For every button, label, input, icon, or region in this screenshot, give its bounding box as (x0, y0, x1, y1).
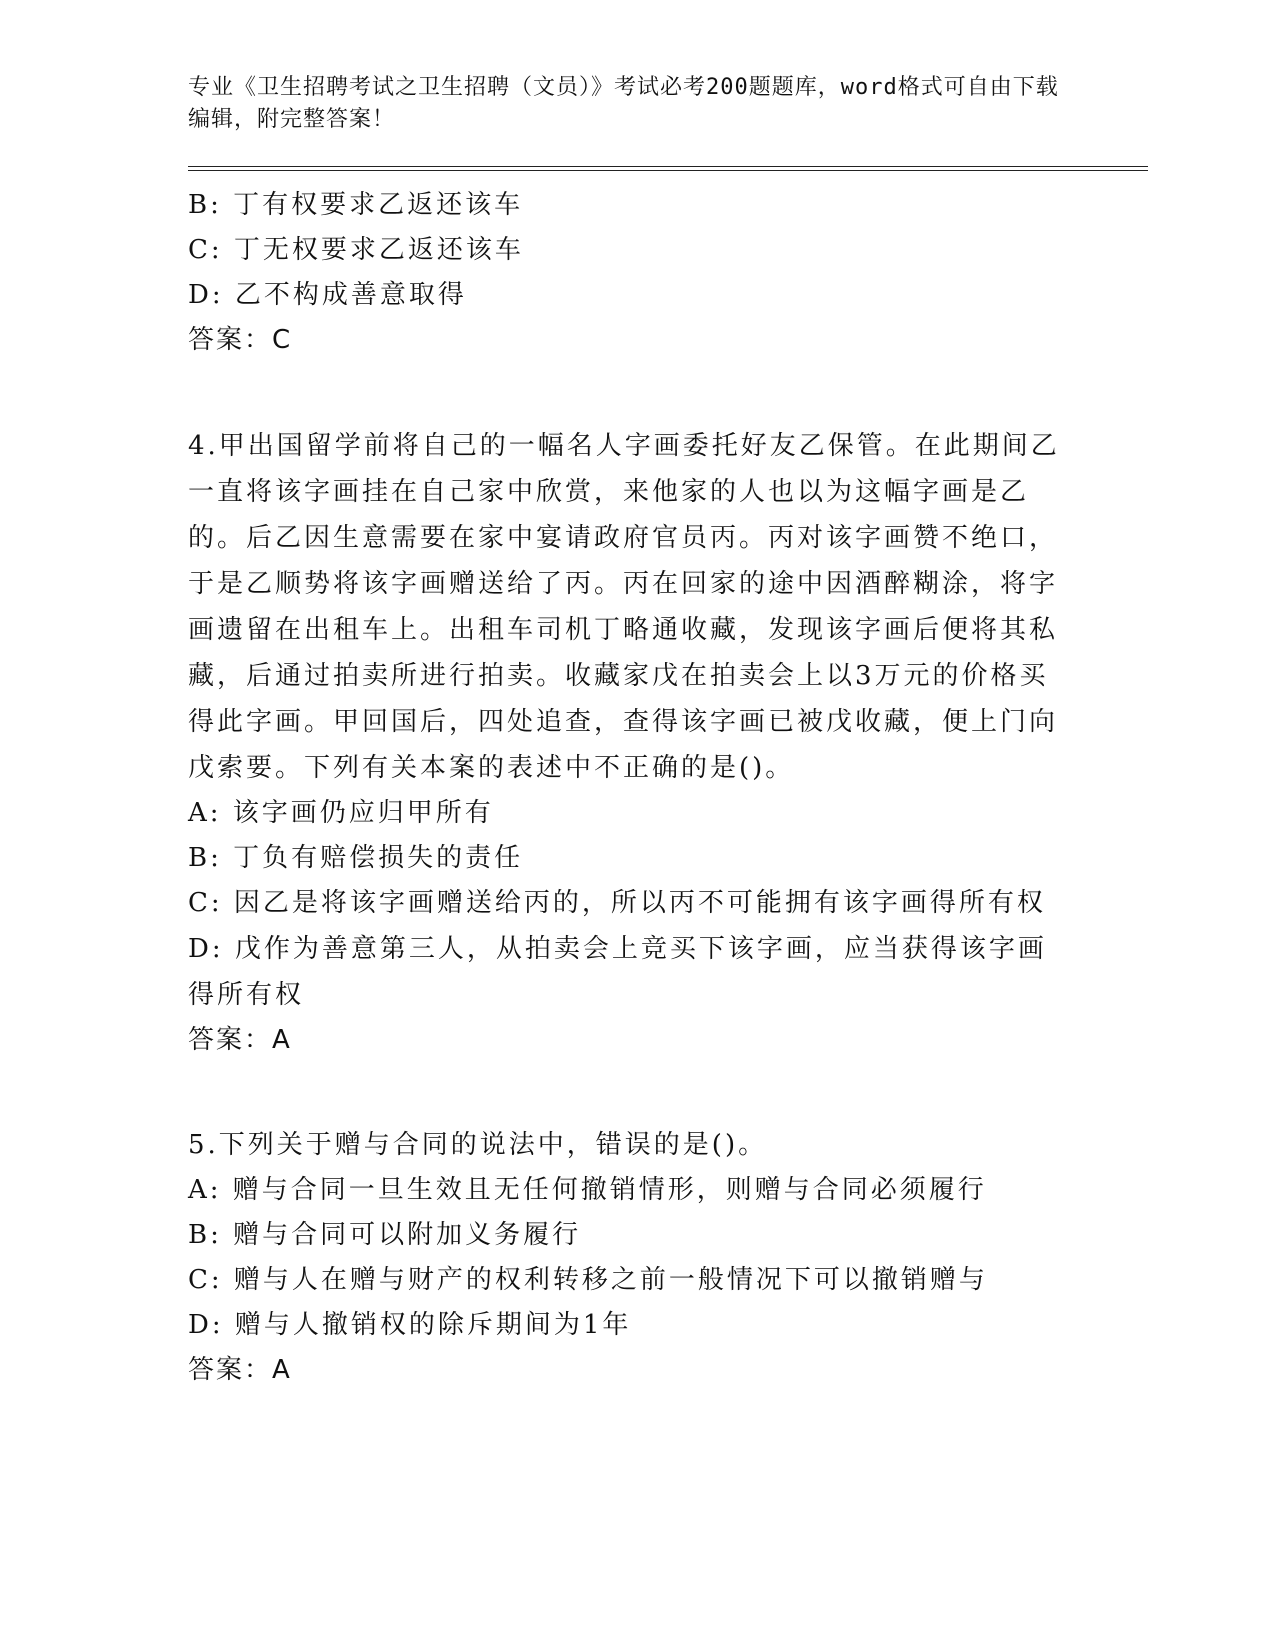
question-stem: 4.甲出国留学前将自己的一幅名人字画委托好友乙保管。在此期间乙一直将该字画挂在自己家中欣赏，来他家的人也以为这幅字画是乙的。后乙因生意需要在家中宴请政府官员丙。丙对该字画赞不绝口，于是乙顺势将该字画赠送给了丙。丙在回家的途中因酒醉糊涂，将字画遗留在出租车上。出租车司机丁略通收藏，发现该字画后便将其私藏，后通过拍卖所进行拍卖。收藏家戊在拍卖会上以3万元的价格买得此字画。甲回国后，四处追查，查得该字画已被戊收藏，便上门向戊索要。下列有关本案的表述中不正确的是()。 (188, 431, 1060, 783)
option-a: A: 赠与合同一旦生效且无任何撤销情形，则赠与合同必须履行 (188, 1175, 987, 1205)
question-3-remainder (188, 183, 1148, 363)
option-c: C: 因乙是将该字画赠送给丙的，所以丙不可能拥有该字画得所有权 (188, 888, 1046, 918)
option-b: B: 丁有权要求乙返还该车 (188, 190, 524, 220)
answer: 答案：C (188, 325, 293, 355)
document-page (188, 72, 1148, 1393)
option-b: B: 赠与合同可以附加义务履行 (188, 1220, 582, 1250)
question-stem: 5.下列关于赠与合同的说法中，错误的是()。 (188, 1130, 768, 1160)
option-c: C: 赠与人在赠与财产的权利转移之前一般情况下可以撤销赠与 (188, 1265, 988, 1295)
document-body (188, 183, 1148, 1393)
question-4 (188, 423, 1148, 1063)
option-b: B: 丁负有赔偿损失的责任 (188, 843, 524, 873)
option-c: C: 丁无权要求乙返还该车 (188, 235, 524, 265)
question-5 (188, 1123, 1148, 1393)
option-a: A: 该字画仍应归甲所有 (188, 798, 494, 828)
option-d: D: 赠与人撤销权的除斥期间为1年 (188, 1310, 632, 1340)
document-header: 专业《卫生招聘考试之卫生招聘（文员）》考试必考200题题库，word格式可自由下载编辑，附完整答案！ (188, 75, 1059, 132)
answer: 答案：A (188, 1355, 292, 1385)
answer: 答案：A (188, 1025, 292, 1055)
option-d: D: 戊作为善意第三人，从拍卖会上竞买下该字画，应当获得该字画得所有权 (188, 934, 1047, 1010)
header-divider (188, 166, 1148, 171)
option-d: D: 乙不构成善意取得 (188, 280, 467, 310)
